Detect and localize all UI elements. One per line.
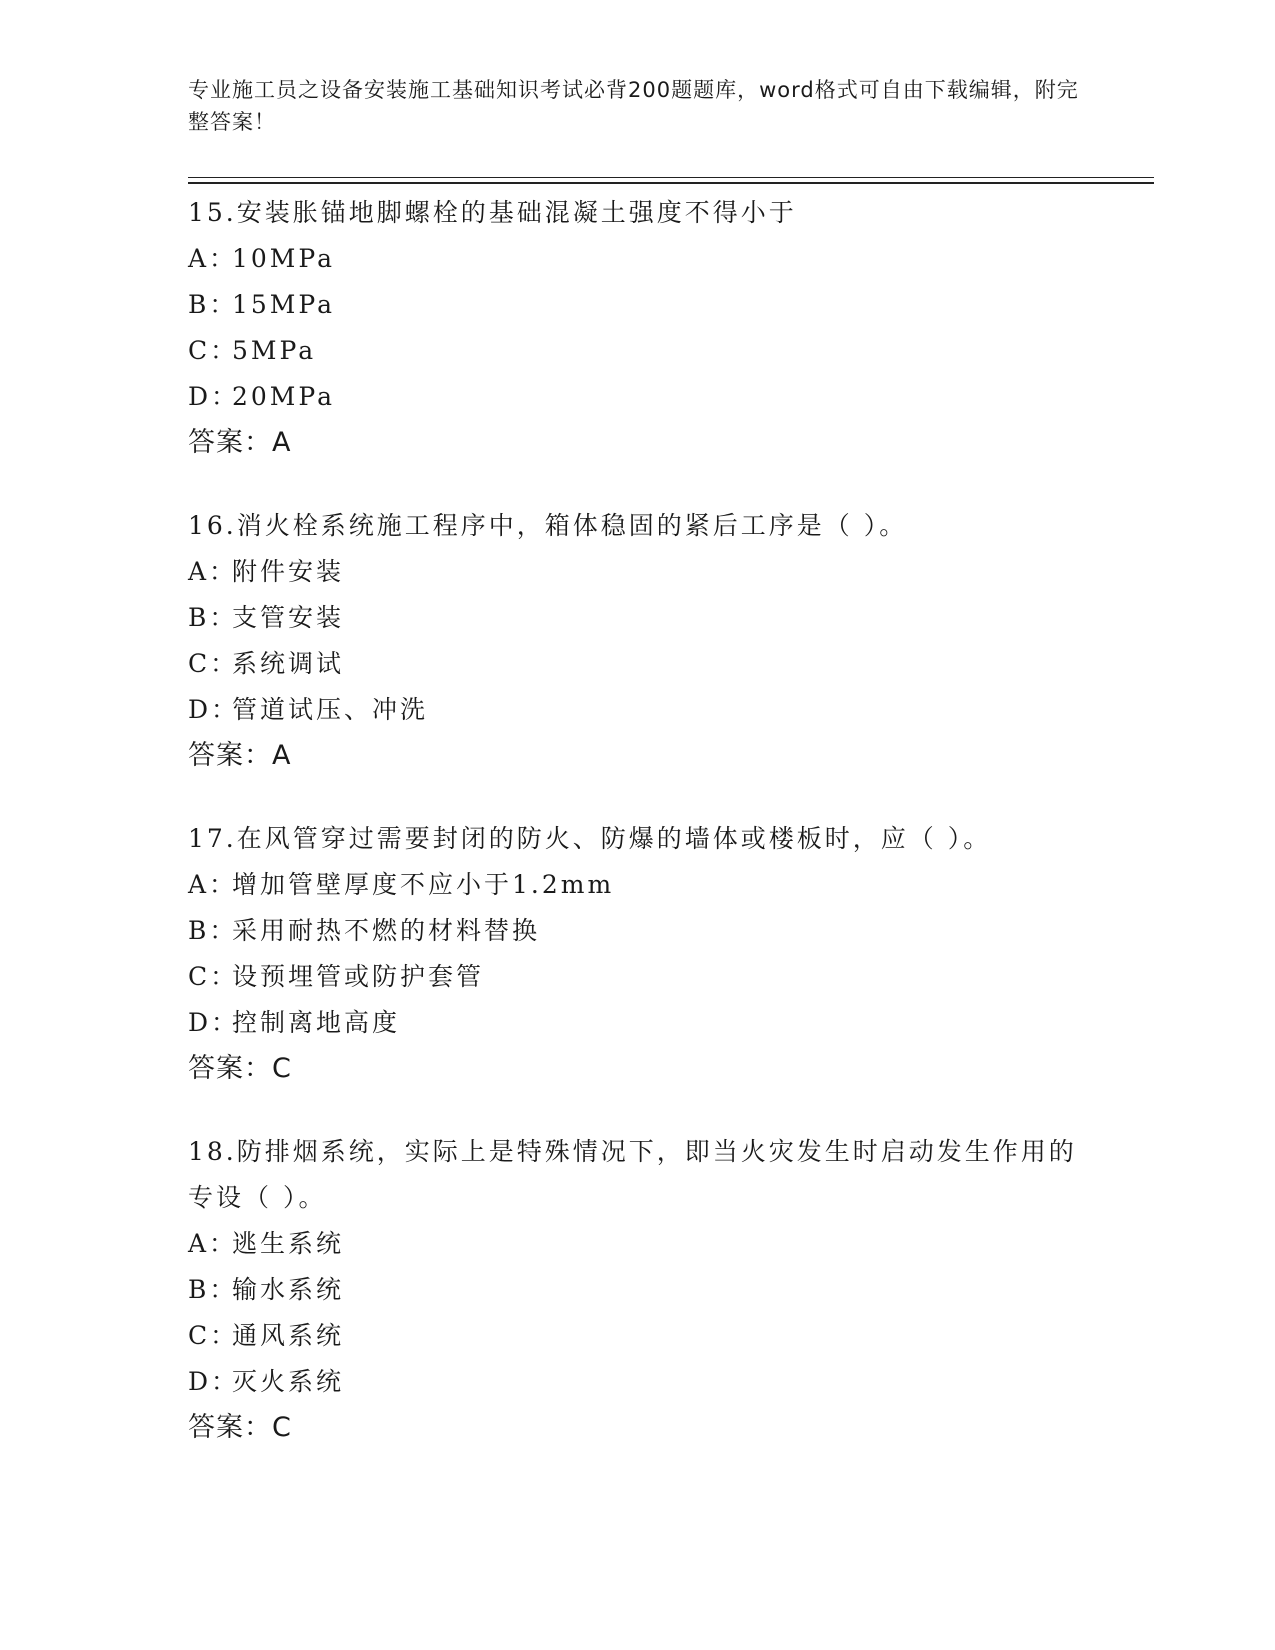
question-17 (188, 816, 1154, 1092)
answer-line: 答案：A (188, 740, 292, 771)
option-text: 20MPa (232, 382, 336, 411)
question-16 (188, 503, 1154, 779)
option-text: 灭火系统 (232, 1367, 345, 1396)
question-list (188, 190, 1154, 1488)
option-d (188, 1359, 1154, 1405)
option-text: 15MPa (232, 290, 336, 319)
option-text: 设预埋管或防护套管 (232, 962, 485, 991)
option-c (188, 1313, 1154, 1359)
option-letter: A： (188, 1229, 238, 1258)
option-letter: A： (188, 244, 238, 273)
option-text: 10MPa (232, 244, 336, 273)
option-text: 逃生系统 (232, 1229, 345, 1258)
option-text: 附件安装 (232, 557, 345, 586)
option-d (188, 687, 1154, 733)
option-d (188, 1000, 1154, 1046)
option-text: 5MPa (232, 336, 317, 365)
option-letter: C： (188, 649, 239, 678)
option-letter: A： (188, 557, 238, 586)
option-a (188, 862, 1154, 908)
option-letter: A： (188, 870, 238, 899)
option-b (188, 1267, 1154, 1313)
option-text: 控制离地高度 (232, 1008, 401, 1037)
option-c (188, 328, 1154, 374)
option-text: 输水系统 (232, 1275, 345, 1304)
option-a (188, 1221, 1154, 1267)
option-a (188, 549, 1154, 595)
option-b (188, 595, 1154, 641)
option-d (188, 374, 1154, 420)
question-15 (188, 190, 1154, 466)
option-c (188, 641, 1154, 687)
option-a (188, 236, 1154, 282)
question-text: 17.在风管穿过需要封闭的防火、防爆的墙体或楼板时，应（ ）。 (188, 824, 992, 853)
option-letter: D： (188, 1008, 240, 1037)
answer-line: 答案：A (188, 427, 292, 458)
option-text: 支管安装 (232, 603, 345, 632)
option-b (188, 908, 1154, 954)
option-letter: B： (188, 603, 238, 632)
document-title: 专业施工员之设备安装施工基础知识考试必背200题题库，word格式可自由下载编辑，附完整答案！ (188, 78, 1079, 134)
option-b (188, 282, 1154, 328)
option-letter: D： (188, 1367, 240, 1396)
option-letter: B： (188, 916, 238, 945)
option-text: 增加管壁厚度不应小于1.2mm (232, 870, 615, 899)
answer-line: 答案：C (188, 1412, 292, 1443)
option-text: 通风系统 (232, 1321, 345, 1350)
option-c (188, 954, 1154, 1000)
header-divider-thick (188, 182, 1154, 184)
option-letter: C： (188, 336, 239, 365)
header-divider-thin (188, 177, 1154, 178)
option-letter: B： (188, 290, 238, 319)
question-18 (188, 1129, 1154, 1451)
question-text: 15.安装胀锚地脚螺栓的基础混凝土强度不得小于 (188, 198, 797, 227)
question-text: 16.消火栓系统施工程序中，箱体稳固的紧后工序是（ ）。 (188, 511, 908, 540)
option-letter: D： (188, 695, 240, 724)
option-text: 采用耐热不燃的材料替换 (232, 916, 541, 945)
option-letter: C： (188, 962, 239, 991)
option-letter: C： (188, 1321, 239, 1350)
option-text: 管道试压、冲洗 (232, 695, 429, 724)
option-letter: B： (188, 1275, 238, 1304)
answer-line: 答案：C (188, 1053, 292, 1084)
option-letter: D： (188, 382, 240, 411)
option-text: 系统调试 (232, 649, 345, 678)
question-text: 18.防排烟系统，实际上是特殊情况下，即当火灾发生时启动发生作用的专设（ ）。 (188, 1137, 1077, 1212)
